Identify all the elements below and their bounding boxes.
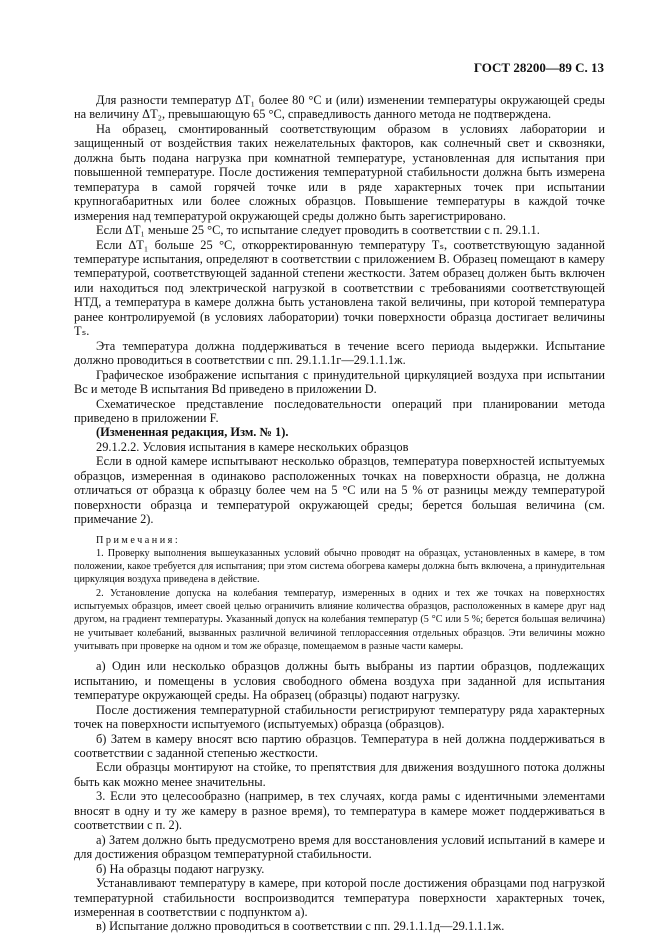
paragraph: а) Затем должно быть предусмотрено время для восстановления условий испытаний в камере и для достижения образцом температурной стабильности. [74, 832, 605, 862]
document-body [74, 93, 605, 934]
paragraph: 3. Если это целесообразно (например, в тех случаях, когда рамы с идентичными элементами вносят в одну и ту же камеру в разное время), то температура в камере может поддерживаться в соответствии с п. 2). [74, 789, 605, 833]
paragraph: в) Испытание должно проводиться в соответствии с пп. 29.1.1.1д—29.1.1.1ж. [96, 919, 505, 934]
paragraph: На образец, смонтированный соответствующим образом в условиях лаборатории и защищенный от воздействия таких нежелательных факторов, как солнечный свет и сквозняки, должна быть подана нагрузка при комнатной температуре, установленная для испытания при повышенной температуре. После достижения температурной стабильности должна быть измерена температура в самой горячей точке или в ряде характерных точек при испытании крупногабаритных или более сложных образцов. Повышение температуры в каждой точке измерения над температурой окружающей среды должно быть зарегистрировано. [74, 121, 605, 223]
paragraph: б) На образцы подают нагрузку. [96, 861, 265, 876]
paragraph: После достижения температурной стабильности регистрируют температуру ряда характерных точек на поверхности испытуемого (испытуемых) образца (образцов). [74, 702, 605, 732]
notes-block [74, 534, 605, 654]
paragraph: а) Один или несколько образцов должны быть выбраны из партии образцов, подлежащих испытанию, и помещены в условия свободного обмена воздуха при заданной для испытания температуре окружающей среды. На образец (образцы) подают нагрузку. [74, 659, 605, 703]
paragraph: Если в одной камере испытывают несколько образцов, температура поверхностей испытуемых образцов, измеренная в одинаково расположенных точках на поверхности образца, не должна отличаться от образца к образцу более чем на 5 °С или на 5 % от разницы между температурой поверхности образца и температурой окружающей среды; берется большая величина (см. примечание 2). [74, 454, 605, 527]
paragraph: Графическое изображение испытания с принудительной циркуляцией воздуха при испытании Вс и методе В испытания Bd приведено в приложении D. [74, 367, 605, 397]
paragraph: Если ΔT₁ больше 25 °С, откорректированную температуру Tₛ, соответствующую заданной температуре испытания, определяют в соответствии с приложением В. Образец помещают в камеру температурой, соответствующей заданной степени жесткости. Затем образец должен быть включен или находиться под электрической нагрузкой в соответствии с требованиями соответствующей НТД, а температура в камере должна быть установлена такой величины, при которой температура ранее контролируемой (в условиях лаборатории) точки поверхности образца достигает величины Tₛ. [74, 237, 605, 339]
paragraph: Для разности температур ΔT₁ более 80 °С и (или) изменении температуры окружающей среды на величину ΔT₂, превышающую 65 °С, справедливость данного метода не подтверждена. [74, 93, 605, 122]
paragraph: Если образцы монтируют на стойке, то препятствия для движения воздушного потока должны быть как можно менее значительны. [74, 760, 605, 789]
amendment-note: (Измененная редакция, Изм. № 1). [96, 425, 289, 440]
paragraph: Если ΔT₁ меньше 25 °С, то испытание следует проводить в соответствии с п. 29.1.1. [96, 223, 540, 238]
note-item: 2. Установление допуска на колебания температур, измеренных в одних и тех же точках на поверхностях испытуемых образцов, имеет своей целью ограничить влияние количества образцов, расположенных в камере друг над другом, на градиент температуры. Указанный допуск на колебания температур (5 °С или 5 %; берется большая величина) не учитывает колебаний, вызванных различной величиной теплорассеяния отдельных образцов. Эти величины можно учитывать при проверке на одном и том же образце, помещаемом в разные части камеры. [74, 587, 605, 652]
section-heading: 29.1.2.2. Условия испытания в камере нескольких образцов [96, 439, 409, 454]
page-header: ГОСТ 28200—89 С. 13 [473, 60, 604, 75]
note-item: 1. Проверку выполнения вышеуказанных условий обычно проводят на образцах, установленных в камере, в том положении, какое требуется для испытания; при этом система обогрева камеры должна быть включена, а принудительная циркуляция воздуха приведена в действие. [74, 547, 605, 586]
paragraph: Эта температура должна поддерживаться в течение всего периода выдержки. Испытание должно проводиться в соответствии с пп. 29.1.1.1г—29.1.1.1ж. [74, 338, 605, 368]
notes-title: Примечания: [96, 534, 181, 546]
paragraph: б) Затем в камеру вносят всю партию образцов. Температура в ней должна поддерживаться в соответствии с заданной степенью жесткости. [74, 731, 605, 760]
paragraph: Схематическое представление последовательности операций при планировании метода приведено в приложении F. [74, 396, 605, 425]
paragraph: Устанавливают температуру в камере, при которой после достижения образцами под нагрузкой температурной стабильности воспроизводится температура поверхности характерных точек, измеренная в соответствии с подпунктом а). [74, 876, 605, 919]
